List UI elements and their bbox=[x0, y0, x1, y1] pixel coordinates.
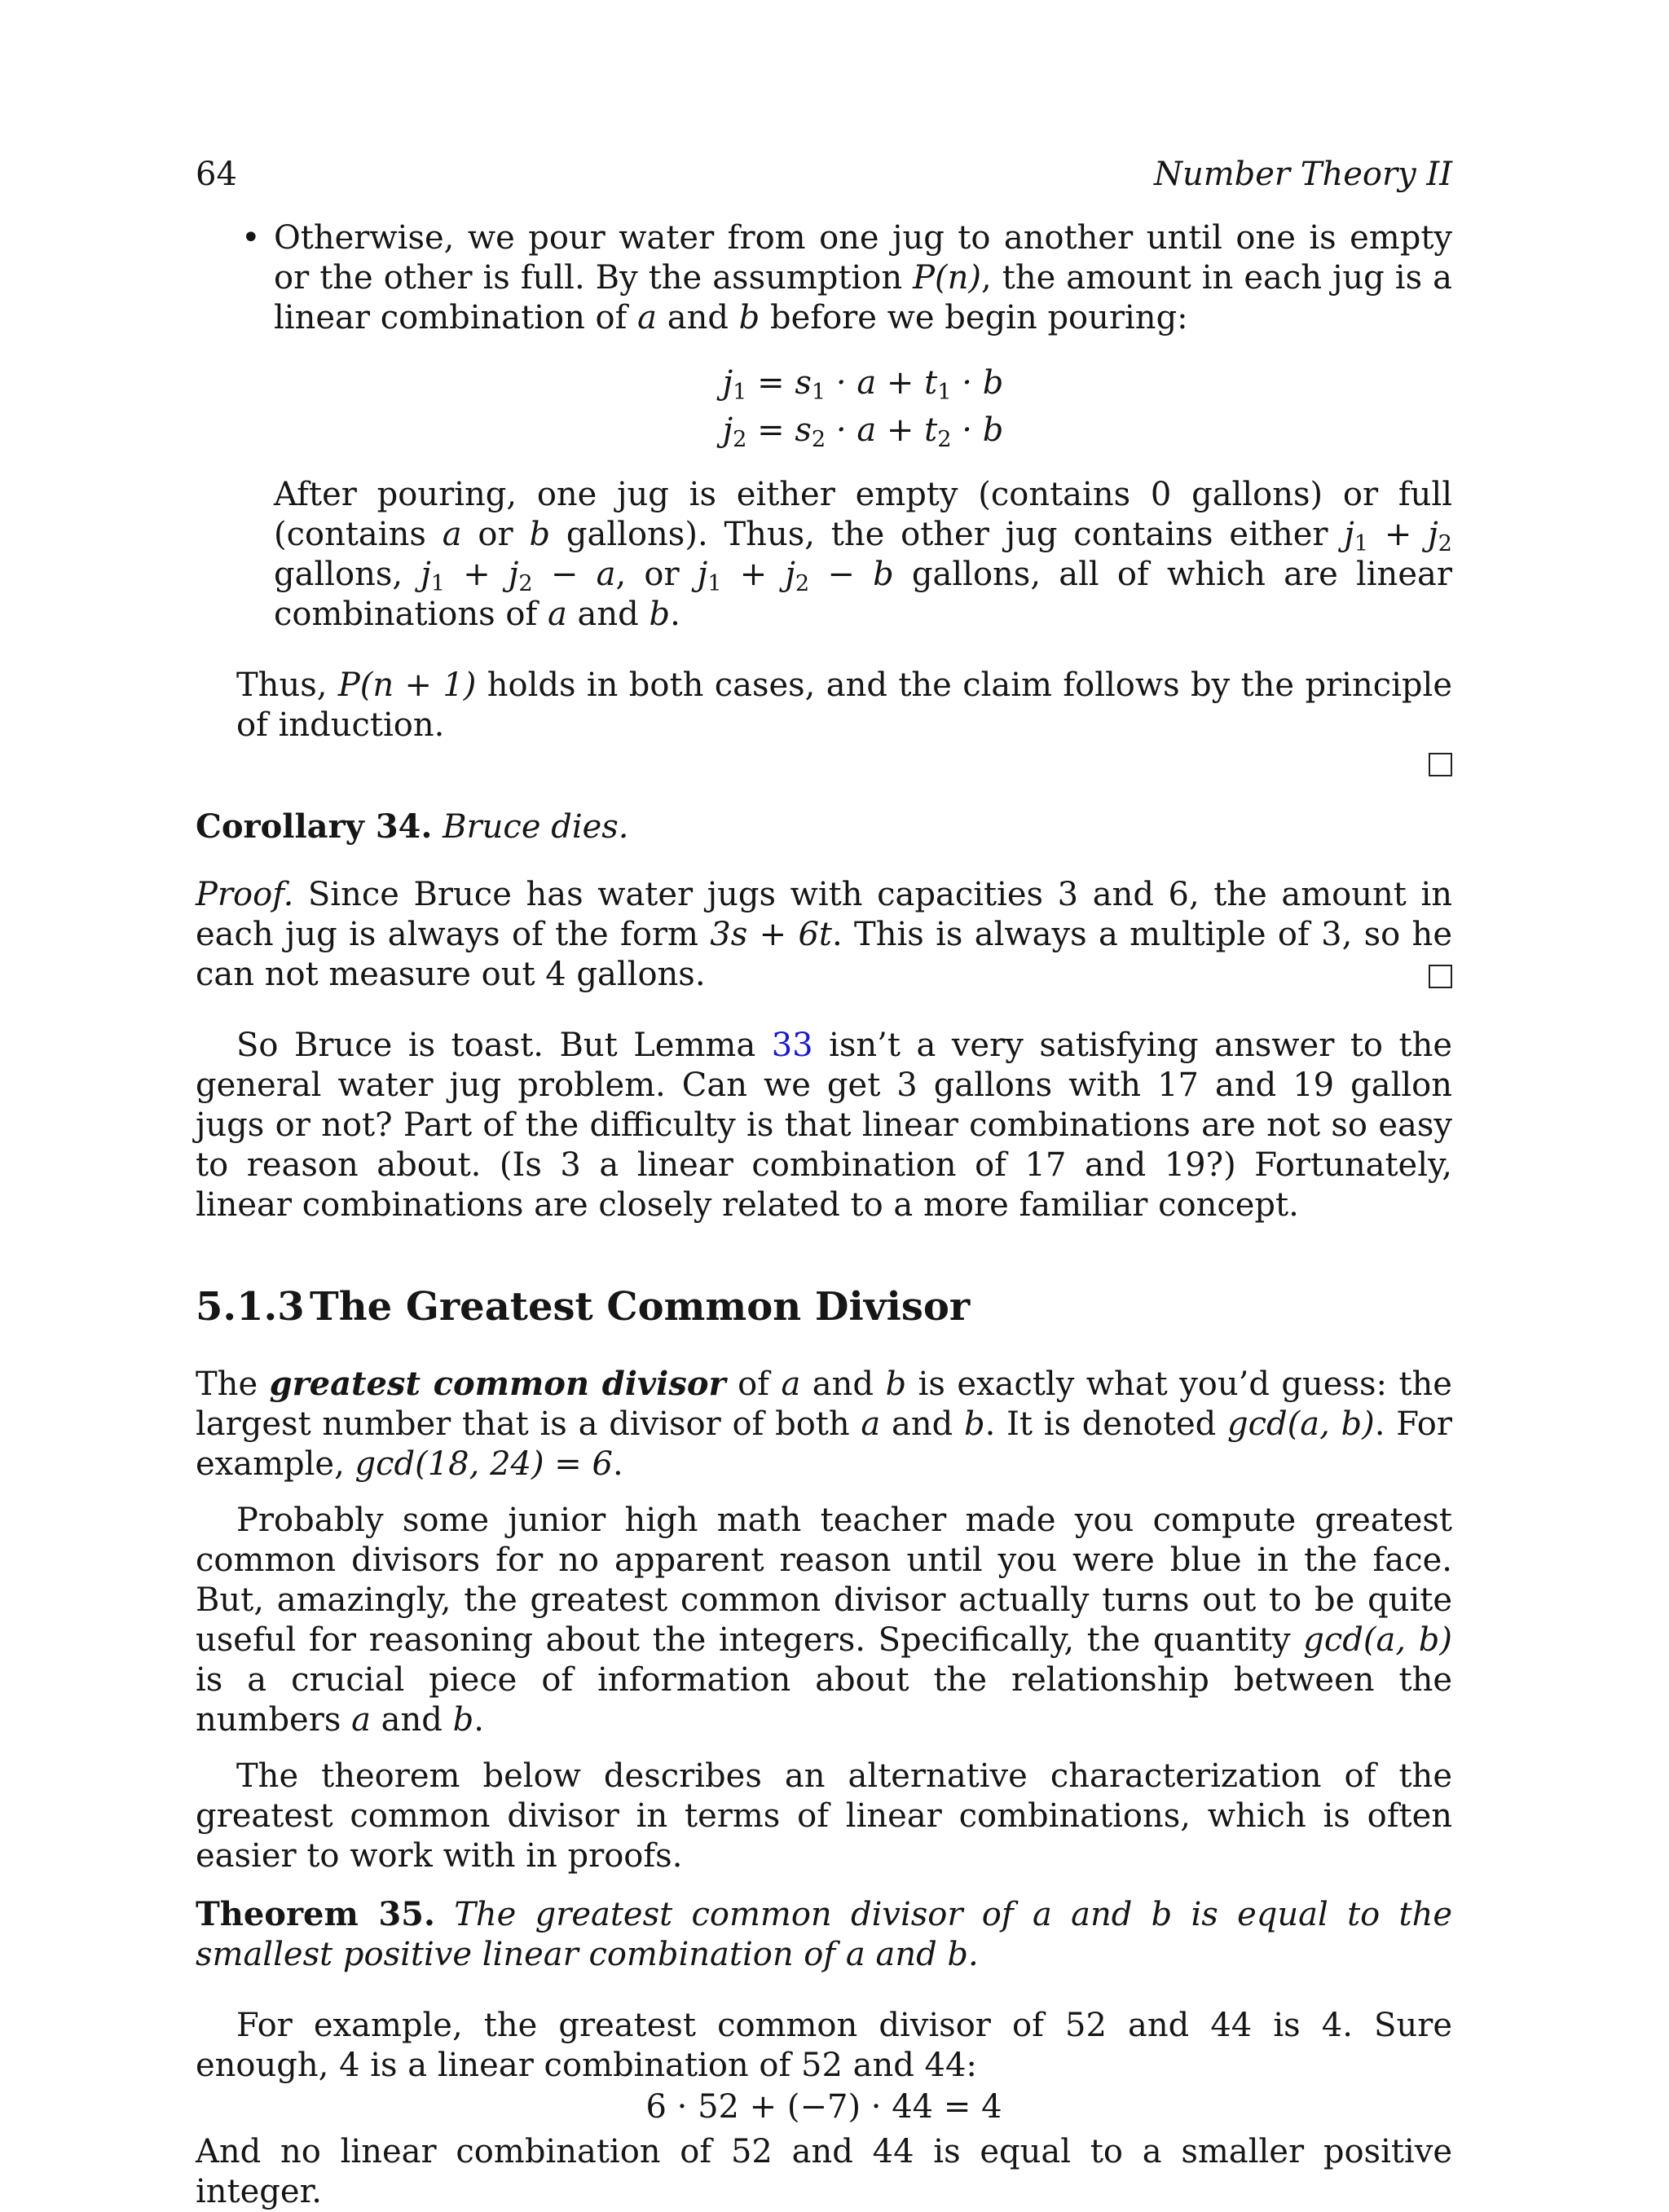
corollary-proof: Proof. Since Bruce has water jugs with capacities 3 and 6, the amount in each jug is always of the form 3s + 6t. This is always a multiple of 3, so he can not measure out 4 gallons. bbox=[196, 876, 1453, 993]
running-title: Number Theory II bbox=[1153, 156, 1452, 193]
section-heading bbox=[196, 1282, 1452, 1331]
bullet-item bbox=[241, 218, 1452, 635]
equation-j1: $j_1 = s_1 \cdot a + t_1 \cdot b$ bbox=[722, 364, 1004, 405]
example-equation: 6 · 52 + (−7) · 44 = 4 bbox=[645, 2088, 1002, 2126]
qed-box-icon bbox=[1429, 753, 1452, 776]
corollary-34: Corollary 34. Bruce dies. bbox=[196, 807, 629, 846]
bruce-paragraph: So Bruce is toast. But Lemma 33 isn’t a very satisfying answer to the general water jug problem. Can we get 3 gallons with 17 and 19 gallon jugs or not? Part of the difficulty is that linear combinations are not so easy to reason about. (Is 3 a linear combination of 17 and 19?) Fortunately, linear combinations are closely related to a more familiar concept. bbox=[196, 1027, 1453, 1224]
page-header bbox=[196, 155, 1452, 197]
gcd-definition: The greatest common divisor of a and b is exactly what you’d guess: the largest number that is a divisor of both a and b. It is denoted gcd(a, b). For example, gcd(18, 24) = 6. bbox=[196, 1365, 1452, 1483]
theorem-intro: The theorem below describes an alternative characterization of the greatest common divisor in terms of linear combinations, which is often easier to work with in proofs. bbox=[196, 1757, 1452, 1875]
page bbox=[196, 155, 1452, 2212]
after-pouring-text: After pouring, one jug is either empty (contains 0 gallons) or full (contains a or b gallons). Thus, the other jug contains either $j_1 + j_2$ gallons, $j_1 + j_2 - a$, or $j_1 + j_2 - b$ gallons, all of which are linear combinations of a and b. bbox=[274, 476, 1452, 633]
section-title: The Greatest Common Divisor bbox=[310, 1284, 971, 1330]
final-paragraph: And no linear combination of 52 and 44 is equal to a smaller positive integer. bbox=[196, 2133, 1452, 2210]
equation-j2: $j_2 = s_2 \cdot a + t_2 \cdot b$ bbox=[722, 411, 1004, 452]
lemma-33-link[interactable]: 33 bbox=[771, 1027, 813, 1064]
theorem-35: Theorem 35. The greatest common divisor of a and b is equal to the smallest positive linear combination of a and b. bbox=[196, 1895, 1453, 1973]
jug-equations bbox=[274, 359, 1452, 454]
example-paragraph: For example, the greatest common divisor of 52 and 44 is 4. Sure enough, 4 is a linear combination of 52 and 44: bbox=[196, 2007, 1452, 2084]
junior-high-paragraph: Probably some junior high math teacher made you compute greatest common divisors for no apparent reason until you were blue in the face. But, amazingly, the greatest common divisor actually turns out to be quite useful for reasoning about the integers. Specifically, the quantity gcd(a, b) is a crucial piece of information about the relationship between the numbers a and b. bbox=[196, 1502, 1452, 1739]
qed-box-icon bbox=[1429, 965, 1452, 988]
qed-line bbox=[196, 745, 1452, 785]
bullet-text: Otherwise, we pour water from one jug to another until one is empty or the other is full. By the assumption P(n), the amount in each jug is a linear combination of a and b before we begin pouring: bbox=[274, 219, 1452, 336]
induction-conclusion: Thus, P(n + 1) holds in both cases, and the claim follows by the principle of induction. bbox=[236, 666, 1452, 744]
section-number: 5.1.3 bbox=[196, 1284, 305, 1330]
page-number: 64 bbox=[196, 156, 237, 193]
bullet-icon: • bbox=[241, 219, 261, 257]
